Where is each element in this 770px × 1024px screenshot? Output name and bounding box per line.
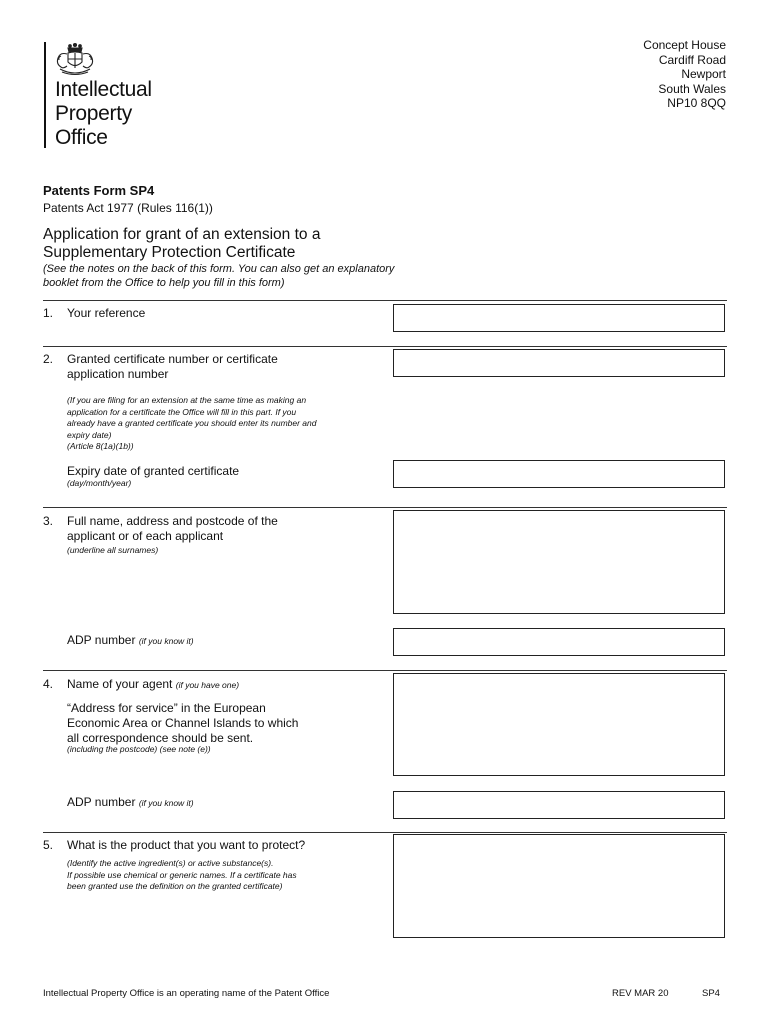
- address-for-service-hint: (including the postcode) (see note (e)): [67, 744, 211, 754]
- section-divider: [43, 832, 727, 833]
- notes-line: (See the notes on the back of this form. You can also get an explanatory: [43, 263, 395, 275]
- adp-hint: (if you know it): [138, 636, 194, 646]
- section-divider: [43, 300, 727, 301]
- adp-label-text: ADP number: [67, 795, 136, 809]
- question-number: 4.: [43, 677, 54, 691]
- note-line: application for a certificate the Office will fill in this part. If you: [67, 406, 297, 417]
- heading-line: Application for grant of an extension to a: [43, 226, 321, 243]
- label-line: Granted certificate number or certificate: [67, 352, 278, 366]
- form-notes: [43, 262, 483, 290]
- agent-label-hint: (if you have one): [175, 680, 240, 690]
- heading-line: Supplementary Protection Certificate: [43, 244, 296, 261]
- agent-label-text: Name of your agent: [67, 677, 173, 691]
- address-line: Concept House: [643, 38, 726, 52]
- office-address: [643, 38, 726, 111]
- certificate-note: [67, 395, 387, 453]
- question-number: 2.: [43, 352, 54, 366]
- note-line: already have a granted certificate you should enter its number and: [67, 418, 317, 428]
- applicant-adp-number-field[interactable]: [393, 628, 725, 656]
- form-title: Patents Form SP4: [43, 183, 155, 198]
- expiry-date-label: Expiry date of granted certificate: [67, 464, 240, 478]
- note-line: (If you are filing for an extension at the same time as making an: [67, 395, 307, 405]
- your-reference-label: Your reference: [67, 306, 146, 320]
- agent-name-label: [67, 677, 367, 692]
- notes-line: booklet from the Office to help you fill in this form): [43, 277, 285, 289]
- label-line: all correspondence should be sent.: [67, 731, 254, 745]
- product-label: What is the product that you want to protect?: [67, 838, 306, 852]
- certificate-number-field[interactable]: [393, 349, 725, 377]
- your-reference-field[interactable]: [393, 304, 725, 332]
- question-number: 1.: [43, 306, 54, 320]
- question-number: 3.: [43, 514, 54, 528]
- address-for-service-label: [67, 701, 367, 746]
- note-line: (Identify the active ingredient(s) or active substance(s).: [67, 858, 274, 868]
- logo-line-2: Property: [55, 102, 132, 125]
- address-line: NP10 8QQ: [667, 96, 726, 110]
- form-code: SP4: [702, 988, 720, 999]
- section-divider: [43, 670, 727, 671]
- logo-line-3: Office: [55, 126, 108, 149]
- address-line: Cardiff Road: [658, 52, 726, 67]
- label-line: Economic Area or Channel Islands to which: [67, 716, 299, 730]
- logo-line-1: Intellectual: [55, 78, 152, 101]
- adp-label-text: ADP number: [67, 633, 136, 647]
- label-line: application number: [67, 367, 169, 381]
- applicant-hint: (underline all surnames): [67, 545, 159, 555]
- adp-hint: (if you know it): [138, 798, 194, 808]
- expiry-date-field[interactable]: [393, 460, 725, 488]
- logo-divider: [44, 42, 46, 148]
- applicant-details-field[interactable]: [393, 510, 725, 614]
- footer-note: Intellectual Property Office is an operating name of the Patent Office: [43, 988, 330, 999]
- agent-adp-number-field[interactable]: [393, 791, 725, 819]
- ipo-logo-text: [55, 78, 152, 150]
- address-line: Newport: [681, 67, 726, 81]
- note-line: (Article 8(1a)(1b)): [67, 441, 134, 451]
- application-heading: [43, 226, 483, 262]
- applicant-label: [67, 514, 367, 544]
- note-line: been granted use the definition on the granted certificate): [67, 881, 283, 891]
- label-line: applicant or of each applicant: [67, 529, 224, 543]
- note-line: expiry date): [67, 429, 112, 440]
- revision-label: REV MAR 20: [612, 988, 669, 999]
- note-line: If possible use chemical or generic names. If a certificate has: [67, 869, 297, 880]
- royal-crest-icon: [52, 42, 98, 76]
- certificate-number-label: [67, 352, 367, 382]
- address-line: South Wales: [658, 81, 726, 96]
- product-field[interactable]: [393, 834, 725, 938]
- section-divider: [43, 507, 727, 508]
- product-note: [67, 858, 367, 893]
- label-line: “Address for service” in the European: [67, 701, 266, 715]
- agent-address-field[interactable]: [393, 673, 725, 776]
- expiry-date-hint: (day/month/year): [67, 478, 132, 488]
- agent-adp-label: [67, 795, 367, 810]
- section-divider: [43, 346, 727, 347]
- applicant-adp-label: [67, 633, 367, 648]
- form-act: Patents Act 1977 (Rules 116(1)): [43, 201, 213, 215]
- question-number: 5.: [43, 838, 54, 852]
- label-line: Full name, address and postcode of the: [67, 514, 278, 528]
